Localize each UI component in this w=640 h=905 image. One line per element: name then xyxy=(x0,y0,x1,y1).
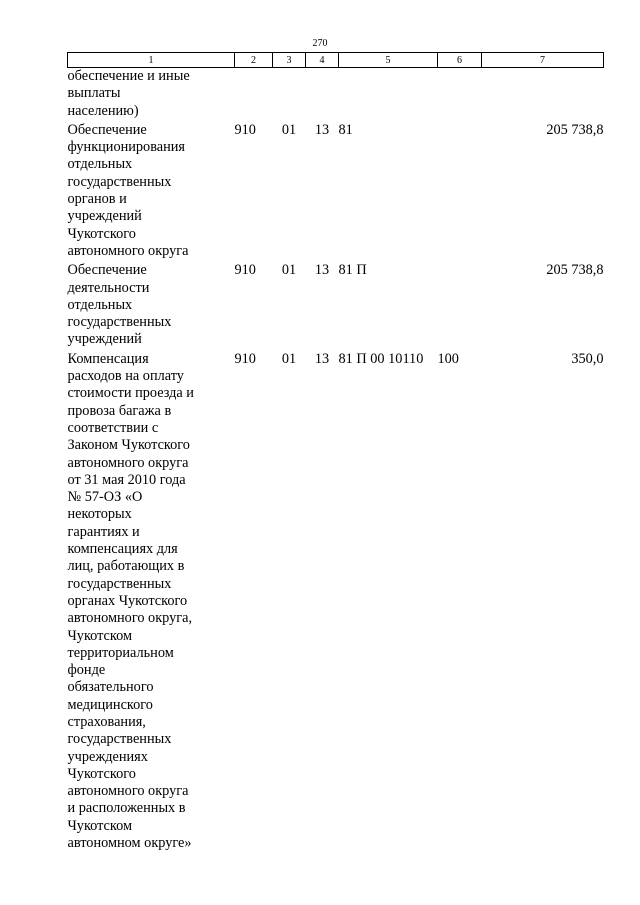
expense-name-line: Обеспечение xyxy=(67,262,147,279)
expense-name-line: обязательного xyxy=(67,679,154,696)
expense-name-line: соответствии с xyxy=(67,419,159,436)
table-body xyxy=(68,68,604,853)
section-cell: 01 xyxy=(281,121,297,138)
expense-name-line: автономного округа, xyxy=(67,610,193,627)
expense-name-line: государственных xyxy=(67,731,172,748)
expense-type-cell xyxy=(438,68,482,120)
expense-name-line: медицинского xyxy=(67,696,153,713)
grbs-cell: 910 xyxy=(234,262,256,279)
expense-name-line: автономного округа xyxy=(67,783,189,800)
expense-name-line: деятельности xyxy=(67,279,150,296)
grbs-cell: 910 xyxy=(234,350,256,367)
target-article-cell: 81 П xyxy=(338,262,367,279)
expense-name-line: отдельных xyxy=(67,156,133,173)
page-number: 270 xyxy=(312,38,328,49)
expense-name-line: территориальном xyxy=(67,644,174,661)
column-header-6: 6 xyxy=(438,53,482,68)
expense-name-line: учреждений xyxy=(67,208,142,225)
expense-name-line: Чукотском xyxy=(67,627,133,644)
expense-name-line: автономного округа xyxy=(67,454,189,471)
subsection-cell: 13 xyxy=(314,350,330,367)
expense-name-line: Чукотского xyxy=(67,765,136,782)
table-row xyxy=(68,349,604,853)
expense-name-line: государственных xyxy=(67,173,172,190)
section-cell xyxy=(273,68,306,120)
expense-name-cell xyxy=(68,68,235,120)
column-header-3: 3 xyxy=(273,53,306,68)
expense-name-cell xyxy=(68,260,235,348)
expense-name-line: автономного округа xyxy=(67,242,189,259)
expense-type-cell xyxy=(438,260,482,348)
target-article-cell: 81 П 00 10110 xyxy=(338,350,424,367)
table-row xyxy=(68,260,604,348)
expense-name-line: органах Чукотского xyxy=(67,592,188,609)
column-header-2: 2 xyxy=(235,53,273,68)
expense-type-cell xyxy=(438,120,482,260)
expense-name-line: от 31 мая 2010 года xyxy=(67,471,186,488)
expense-name-cell xyxy=(68,120,235,260)
expense-name-line: отдельных xyxy=(67,296,133,313)
expense-name-line: и расположенных в xyxy=(67,800,186,817)
subsection-cell xyxy=(306,68,339,120)
expense-name-line: лиц, работающих в xyxy=(67,558,185,575)
subsection-cell: 13 xyxy=(314,262,330,279)
table-row xyxy=(68,120,604,260)
section-cell: 01 xyxy=(281,350,297,367)
amount-cell: 205 738,8 xyxy=(546,262,604,279)
expense-name-line: фонде xyxy=(67,662,106,679)
expense-name-line: государственных xyxy=(67,575,172,592)
expense-name-line: Чукотского xyxy=(67,225,136,242)
amount-cell xyxy=(482,68,604,120)
expense-name-line: учреждениях xyxy=(67,748,148,765)
column-header-4: 4 xyxy=(306,53,339,68)
expense-name-line: расходов на оплату xyxy=(67,368,184,385)
subsection-cell: 13 xyxy=(314,121,330,138)
expense-name-line: провоза багажа в xyxy=(67,402,172,419)
expense-name-cell xyxy=(68,349,235,853)
table-row xyxy=(68,68,604,120)
expense-type-cell: 100 xyxy=(437,350,459,367)
column-header-1: 1 xyxy=(68,53,235,68)
expense-name-line: учреждений xyxy=(67,331,142,348)
expense-name-line: гарантиях и xyxy=(67,523,140,540)
expense-name-line: органов и xyxy=(67,191,127,208)
expense-name-line: выплаты xyxy=(67,85,121,102)
expense-name-line: № 57-ОЗ «О xyxy=(67,489,143,506)
section-cell: 01 xyxy=(281,262,297,279)
expense-name-line: Законом Чукотского xyxy=(67,437,190,454)
expense-name-line: Чукотском xyxy=(67,817,133,834)
amount-cell: 350,0 xyxy=(571,350,604,367)
expense-name-line: стоимости проезда и xyxy=(67,385,194,402)
grbs-cell: 910 xyxy=(234,121,256,138)
column-header-5: 5 xyxy=(339,53,438,68)
expense-name-line: функционирования xyxy=(67,139,185,156)
amount-cell: 205 738,8 xyxy=(546,121,604,138)
expense-name-line: страхования, xyxy=(67,713,146,730)
column-header-7: 7 xyxy=(482,53,604,68)
expense-name-line: населению) xyxy=(67,102,139,119)
column-number-header-row xyxy=(68,53,604,68)
expense-name-line: Компенсация xyxy=(67,350,149,367)
expense-name-line: обеспечение и иные xyxy=(67,68,190,84)
expense-name-line: государственных xyxy=(67,314,172,331)
expense-name-line: компенсациях для xyxy=(67,541,178,558)
target-article-cell: 81 xyxy=(338,121,353,138)
expense-name-line: Обеспечение xyxy=(67,121,147,138)
expense-name-line: автономном округе» xyxy=(67,835,192,852)
target-article-cell xyxy=(339,68,438,120)
grbs-cell xyxy=(235,68,273,120)
expense-name-line: некоторых xyxy=(67,506,132,523)
budget-table xyxy=(67,52,604,852)
